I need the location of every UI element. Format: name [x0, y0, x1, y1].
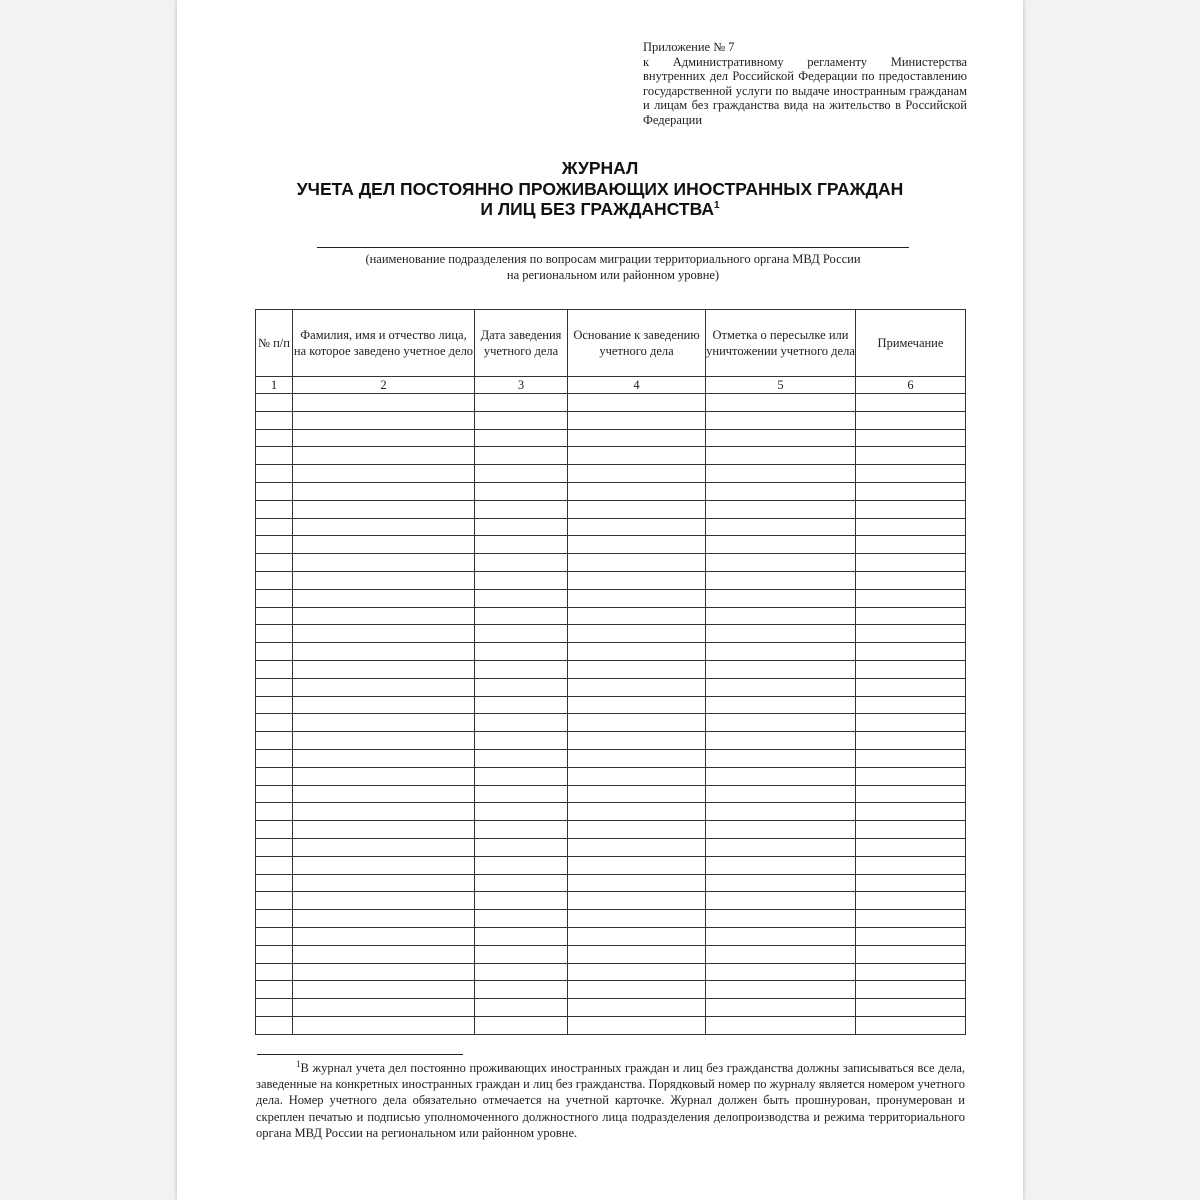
table-row: [256, 838, 966, 856]
table-row: [256, 785, 966, 803]
table-cell: [856, 411, 966, 429]
table-cell: [568, 554, 706, 572]
table-cell: [568, 1016, 706, 1034]
table-cell: [706, 927, 856, 945]
table-cell: [856, 465, 966, 483]
table-cell: [706, 447, 856, 465]
table-cell: [856, 732, 966, 750]
table-cell: [706, 785, 856, 803]
table-cell: [568, 625, 706, 643]
column-number: 1: [256, 377, 293, 394]
table-row: [256, 892, 966, 910]
table-row: [256, 910, 966, 928]
table-cell: [568, 714, 706, 732]
table-cell: [706, 625, 856, 643]
table-cell: [706, 394, 856, 412]
table-row: [256, 482, 966, 500]
table-cell: [293, 981, 475, 999]
table-cell: [706, 411, 856, 429]
table-row: [256, 803, 966, 821]
table-cell: [568, 856, 706, 874]
table-cell: [475, 714, 568, 732]
table-cell: [568, 999, 706, 1017]
table-cell: [293, 963, 475, 981]
table-cell: [568, 465, 706, 483]
table-cell: [706, 536, 856, 554]
table-row: [256, 856, 966, 874]
table-cell: [293, 803, 475, 821]
table-cell: [568, 482, 706, 500]
table-row: [256, 714, 966, 732]
table-cell: [475, 554, 568, 572]
table-cell: [256, 660, 293, 678]
table-cell: [568, 803, 706, 821]
header-note: Примечание: [856, 310, 966, 377]
table-cell: [293, 607, 475, 625]
table-cell: [293, 749, 475, 767]
table-cell: [475, 465, 568, 483]
table-cell: [475, 660, 568, 678]
table-cell: [475, 856, 568, 874]
table-cell: [568, 518, 706, 536]
appendix-reference: к Административному регламенту Министерства внутренних дел Российской Федерации по предоставлению государственной услуги по выдаче иностранным гражданам и лицам без гражданства вида на жительство в Российской Федерации: [643, 54, 967, 127]
table-cell: [856, 821, 966, 839]
title-footnote-mark: 1: [714, 200, 720, 211]
table-cell: [256, 643, 293, 661]
table-cell: [568, 589, 706, 607]
table-cell: [706, 749, 856, 767]
table-cell: [256, 838, 293, 856]
table-cell: [568, 500, 706, 518]
table-cell: [856, 1016, 966, 1034]
table-row: [256, 874, 966, 892]
table-cell: [256, 732, 293, 750]
table-cell: [293, 714, 475, 732]
table-cell: [856, 696, 966, 714]
table-cell: [856, 394, 966, 412]
table-cell: [475, 732, 568, 750]
table-cell: [256, 874, 293, 892]
footnote-text: В журнал учета дел постоянно проживающих иностранных граждан и лиц без гражданства должны записываться все дела, заведенные на конкретных иностранных граждан и лиц без гражданства. Порядковый номер по журналу является номером учетного дела. Номер учетного дела обязательно отмечается на учетной карточке. Журнал должен быть прошнурован, пронумерован и скреплен печатью и подписью уполномоченного должностного лица подразделения делопроизводства и режима территориального органа МВД России на региональном или районном уровне.: [256, 1061, 965, 1140]
table-row: [256, 554, 966, 572]
table-row: [256, 963, 966, 981]
table-cell: [856, 981, 966, 999]
table-cell: [706, 963, 856, 981]
table-cell: [256, 767, 293, 785]
table-cell: [475, 696, 568, 714]
table-cell: [856, 500, 966, 518]
table-row: [256, 678, 966, 696]
table-cell: [256, 500, 293, 518]
header-transfer-mark: Отметка о пересылке или уничтожении учетного дела: [706, 310, 856, 377]
table-cell: [856, 482, 966, 500]
table-cell: [256, 749, 293, 767]
table-cell: [706, 482, 856, 500]
table-cell: [475, 749, 568, 767]
table-cell: [706, 910, 856, 928]
table-cell: [475, 767, 568, 785]
table-cell: [568, 785, 706, 803]
table-cell: [293, 767, 475, 785]
table-cell: [856, 945, 966, 963]
table-cell: [568, 767, 706, 785]
table-cell: [293, 696, 475, 714]
table-cell: [568, 927, 706, 945]
table-row: [256, 625, 966, 643]
table-cell: [256, 696, 293, 714]
table-row: [256, 732, 966, 750]
table-cell: [256, 714, 293, 732]
header-basis: Основание к заведению учетного дела: [568, 310, 706, 377]
table-cell: [293, 678, 475, 696]
table-cell: [568, 643, 706, 661]
table-cell: [856, 785, 966, 803]
table-cell: [706, 767, 856, 785]
column-number: 5: [706, 377, 856, 394]
table-cell: [568, 447, 706, 465]
table-cell: [475, 571, 568, 589]
table-cell: [856, 678, 966, 696]
table-cell: [568, 696, 706, 714]
table-row: [256, 571, 966, 589]
table-cell: [293, 411, 475, 429]
table-cell: [293, 465, 475, 483]
title-line-1: ЖУРНАЛ: [561, 158, 639, 178]
table-row: [256, 589, 966, 607]
table-cell: [856, 518, 966, 536]
table-cell: [856, 999, 966, 1017]
table-cell: [706, 803, 856, 821]
organization-caption-line-1: (наименование подразделения по вопросам миграции территориального органа МВД России: [365, 252, 861, 266]
document-page: [177, 0, 1023, 1200]
table-row: [256, 981, 966, 999]
table-cell: [293, 429, 475, 447]
table-cell: [293, 838, 475, 856]
table-cell: [568, 411, 706, 429]
table-cell: [293, 999, 475, 1017]
table-cell: [293, 500, 475, 518]
table-cell: [856, 927, 966, 945]
table-cell: [293, 447, 475, 465]
footnote: [256, 1060, 965, 1141]
table-cell: [706, 571, 856, 589]
table-cell: [706, 589, 856, 607]
table-cell: [475, 678, 568, 696]
table-cell: [475, 821, 568, 839]
table-cell: [256, 429, 293, 447]
table-cell: [706, 518, 856, 536]
table-cell: [256, 927, 293, 945]
header-date-opened: Дата заведения учетного дела: [475, 310, 568, 377]
organization-caption-line-2: на региональном или районном уровне): [506, 268, 720, 282]
table-cell: [475, 447, 568, 465]
table-row: [256, 927, 966, 945]
table-cell: [256, 999, 293, 1017]
table-cell: [475, 589, 568, 607]
column-number-row: [256, 377, 966, 394]
table-cell: [568, 910, 706, 928]
table-row: [256, 429, 966, 447]
table-cell: [475, 963, 568, 981]
footnote-mark: 1: [296, 1059, 301, 1069]
table-cell: [706, 660, 856, 678]
table-row: [256, 945, 966, 963]
table-cell: [256, 856, 293, 874]
table-cell: [856, 838, 966, 856]
table-cell: [293, 910, 475, 928]
table-cell: [706, 696, 856, 714]
table-cell: [706, 643, 856, 661]
table-row: [256, 536, 966, 554]
table-cell: [856, 910, 966, 928]
table-cell: [293, 660, 475, 678]
table-cell: [856, 625, 966, 643]
table-cell: [706, 500, 856, 518]
table-cell: [568, 732, 706, 750]
table-cell: [706, 1016, 856, 1034]
table-cell: [856, 963, 966, 981]
table-cell: [475, 607, 568, 625]
table-row: [256, 749, 966, 767]
table-cell: [256, 607, 293, 625]
table-row: [256, 394, 966, 412]
table-cell: [856, 714, 966, 732]
table-cell: [256, 803, 293, 821]
table-cell: [475, 910, 568, 928]
header-full-name: Фамилия, имя и отчество лица, на которое заведено учетное дело: [293, 310, 475, 377]
table-row: [256, 411, 966, 429]
table-cell: [475, 999, 568, 1017]
table-cell: [706, 874, 856, 892]
table-cell: [856, 607, 966, 625]
table-cell: [475, 625, 568, 643]
table-cell: [856, 554, 966, 572]
journal-title: [177, 158, 1023, 220]
table-cell: [475, 518, 568, 536]
table-cell: [475, 785, 568, 803]
table-cell: [856, 892, 966, 910]
table-cell: [293, 874, 475, 892]
table-cell: [568, 838, 706, 856]
table-cell: [706, 429, 856, 447]
table-cell: [568, 536, 706, 554]
organization-fill-line: [317, 247, 909, 248]
table-row: [256, 1016, 966, 1034]
table-cell: [256, 411, 293, 429]
title-line-3: [177, 199, 1023, 220]
table-cell: [293, 785, 475, 803]
table-cell: [256, 625, 293, 643]
table-cell: [568, 660, 706, 678]
table-cell: [706, 892, 856, 910]
table-cell: [856, 856, 966, 874]
table-cell: [256, 785, 293, 803]
footnote-separator: [257, 1054, 463, 1055]
table-row: [256, 447, 966, 465]
table-cell: [256, 1016, 293, 1034]
table-cell: [475, 536, 568, 554]
appendix-note: [643, 40, 967, 128]
table-cell: [293, 732, 475, 750]
table-cell: [256, 981, 293, 999]
table-cell: [706, 714, 856, 732]
table-cell: [706, 838, 856, 856]
column-number: 2: [293, 377, 475, 394]
table-cell: [293, 394, 475, 412]
table-cell: [256, 821, 293, 839]
table-cell: [856, 874, 966, 892]
table-cell: [293, 554, 475, 572]
table-cell: [256, 482, 293, 500]
table-cell: [568, 981, 706, 999]
table-cell: [256, 678, 293, 696]
table-cell: [568, 874, 706, 892]
table-cell: [568, 429, 706, 447]
table-cell: [293, 856, 475, 874]
header-number: № п/п: [256, 310, 293, 377]
journal-table: [255, 309, 966, 1035]
table-cell: [256, 536, 293, 554]
table-cell: [475, 429, 568, 447]
table-cell: [706, 981, 856, 999]
table-cell: [856, 571, 966, 589]
table-row: [256, 518, 966, 536]
table-cell: [568, 749, 706, 767]
table-cell: [856, 660, 966, 678]
column-number: 6: [856, 377, 966, 394]
table-cell: [568, 892, 706, 910]
table-cell: [293, 625, 475, 643]
table-cell: [856, 643, 966, 661]
appendix-number: Приложение № 7: [643, 40, 735, 54]
title-line-2: УЧЕТА ДЕЛ ПОСТОЯННО ПРОЖИВАЮЩИХ ИНОСТРАННЫХ ГРАЖДАН: [296, 178, 904, 199]
table-cell: [475, 500, 568, 518]
table-cell: [475, 981, 568, 999]
table-cell: [568, 394, 706, 412]
table-cell: [475, 643, 568, 661]
table-cell: [706, 856, 856, 874]
table-cell: [568, 678, 706, 696]
table-cell: [706, 732, 856, 750]
table-cell: [856, 803, 966, 821]
table-cell: [256, 589, 293, 607]
table-row: [256, 465, 966, 483]
table-cell: [568, 607, 706, 625]
table-cell: [475, 892, 568, 910]
table-cell: [256, 447, 293, 465]
table-row: [256, 607, 966, 625]
table-row: [256, 999, 966, 1017]
table-cell: [706, 821, 856, 839]
table-cell: [256, 394, 293, 412]
table-cell: [293, 945, 475, 963]
organization-caption: [297, 251, 929, 283]
table-cell: [293, 482, 475, 500]
table-cell: [256, 892, 293, 910]
table-cell: [475, 945, 568, 963]
table-header-row: [256, 310, 966, 377]
table-cell: [293, 518, 475, 536]
table-cell: [293, 927, 475, 945]
table-cell: [568, 821, 706, 839]
title-line-3-text: И ЛИЦ БЕЗ ГРАЖДАНСТВА: [480, 199, 714, 219]
table-cell: [475, 482, 568, 500]
table-cell: [293, 571, 475, 589]
table-cell: [256, 465, 293, 483]
table-cell: [293, 643, 475, 661]
table-cell: [256, 963, 293, 981]
table-cell: [256, 945, 293, 963]
table-row: [256, 821, 966, 839]
table-cell: [475, 803, 568, 821]
table-cell: [256, 571, 293, 589]
table-cell: [706, 465, 856, 483]
table-cell: [706, 678, 856, 696]
table-cell: [568, 963, 706, 981]
table-cell: [706, 999, 856, 1017]
table-cell: [475, 411, 568, 429]
table-row: [256, 696, 966, 714]
column-number: 3: [475, 377, 568, 394]
column-number: 4: [568, 377, 706, 394]
table-cell: [293, 536, 475, 554]
table-cell: [568, 945, 706, 963]
table-cell: [475, 1016, 568, 1034]
table-cell: [293, 1016, 475, 1034]
table-cell: [706, 554, 856, 572]
table-row: [256, 500, 966, 518]
table-cell: [706, 607, 856, 625]
table-cell: [475, 927, 568, 945]
table-cell: [475, 838, 568, 856]
table-cell: [856, 749, 966, 767]
table-cell: [856, 589, 966, 607]
table-cell: [293, 892, 475, 910]
table-cell: [856, 429, 966, 447]
table-cell: [256, 554, 293, 572]
table-row: [256, 660, 966, 678]
table-cell: [856, 767, 966, 785]
table-row: [256, 643, 966, 661]
table-cell: [256, 518, 293, 536]
table-cell: [475, 874, 568, 892]
table-cell: [293, 821, 475, 839]
table-cell: [856, 447, 966, 465]
table-cell: [256, 910, 293, 928]
table-cell: [293, 589, 475, 607]
table-cell: [475, 394, 568, 412]
table-cell: [706, 945, 856, 963]
table-cell: [568, 571, 706, 589]
table-cell: [856, 536, 966, 554]
table-row: [256, 767, 966, 785]
